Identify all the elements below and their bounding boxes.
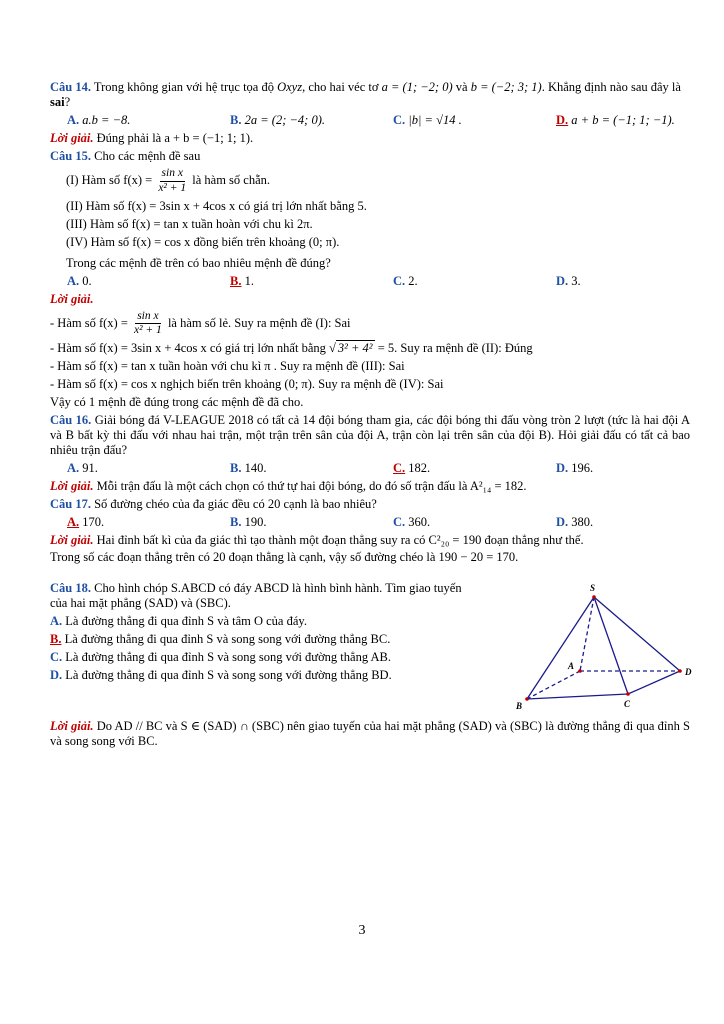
- q14-vector-b: b = (−2; 3; 1): [470, 80, 542, 94]
- q16-solution-text: Mỗi trận đấu là một cách chọn có thứ tự hai đội bóng, do đó số trận đấu là A²₁₄ = 182.: [93, 479, 527, 494]
- solution-label: Lời giải.: [50, 131, 94, 145]
- q16-option-a[interactable]: [67, 461, 230, 476]
- option-text: Là đường thẳng đi qua đỉnh S và song song với đường thẳng AB.: [62, 650, 392, 665]
- option-label: A.: [50, 614, 63, 629]
- q17-solution-text: Hai đỉnh bất kì của đa giác thì tạo thành một đoạn thẳng suy ra có C²₂₀ = 190 đoạn thẳng như thế.: [93, 533, 584, 548]
- question-15-options: [50, 274, 690, 289]
- q15-statement-2: (II) Hàm số f(x) = 3sin x + 4cos x có giá trị lớn nhất bằng 5.: [66, 198, 367, 213]
- option-label: B.: [230, 273, 242, 288]
- option-label: A.: [67, 515, 80, 530]
- option-text: |b| = √14 .: [408, 113, 462, 127]
- option-label: B.: [230, 461, 242, 476]
- q16-stem: Giải bóng đá V-LEAGUE 2018 có tất cả 14 đội bóng tham gia, các đội bóng thi đấu vòng tròn 2 lượt (tức là hai đội A và B bất kỳ thi đấu với nhau hai trận, một trận trên sân của đội A, trận còn lại trên sân của đội B). Hỏi giải đấu có tất cả bao nhiêu trận đấu?: [50, 413, 691, 458]
- question-17-label: Câu 17.: [50, 497, 91, 512]
- q15-ask: Trong các mệnh đề trên có bao nhiêu mệnh đề đúng?: [66, 255, 331, 270]
- sol2-pre: - Hàm số f(x) = 3sin x + 4cos x có giá trị lớn nhất bằng: [50, 341, 329, 356]
- option-label: D.: [50, 668, 63, 683]
- q14-option-a[interactable]: [67, 113, 230, 128]
- label-c: C: [624, 699, 631, 710]
- question-16: [50, 413, 690, 494]
- s1-pre: (I) Hàm số f(x) =: [66, 173, 156, 188]
- question-16-label: Câu 16.: [50, 413, 92, 428]
- option-text: Là đường thẳng đi qua đỉnh S và tâm O của đáy.: [62, 614, 307, 629]
- option-text: Là đường thẳng đi qua đỉnh S và song song với đường thẳng BC.: [61, 632, 391, 647]
- option-label: C.: [393, 273, 406, 288]
- q14-qm: ?: [64, 95, 71, 109]
- q15-sol-3: - Hàm số f(x) = tan x tuần hoàn với chu kì π . Suy ra mệnh đề (III): Sai: [50, 359, 405, 374]
- q14-text3: . Khẳng định nào sau đây là: [541, 80, 681, 94]
- q14-solution: [50, 131, 690, 146]
- edge-bc: [527, 694, 628, 699]
- page-number: 3: [358, 923, 366, 938]
- sol2-post: = 5. Suy ra mệnh đề (II): Đúng: [374, 341, 533, 356]
- q16-option-c[interactable]: [393, 461, 556, 476]
- numerator: sin x: [160, 167, 185, 182]
- q14-option-b[interactable]: [230, 113, 393, 128]
- label-s: S: [590, 583, 596, 594]
- option-text: 170.: [79, 515, 105, 530]
- edge-ab: [527, 671, 580, 699]
- q15-sol-2: [50, 341, 690, 356]
- q14-and: và: [452, 80, 471, 94]
- q18-option-c[interactable]: [50, 650, 470, 665]
- solution-label: Lời giải.: [50, 291, 94, 306]
- label-b: B: [516, 701, 523, 712]
- q18-option-d[interactable]: [50, 668, 470, 683]
- option-label: B.: [50, 632, 62, 647]
- question-15-label: Câu 15.: [50, 149, 91, 163]
- option-label: C.: [393, 461, 406, 476]
- option-label: A.: [67, 273, 80, 288]
- vertex-a: [578, 669, 582, 673]
- s1-post: là hàm số chẵn.: [189, 173, 271, 188]
- sol2-sqrt: 3² + 4²: [337, 341, 373, 356]
- label-a: A: [568, 661, 575, 672]
- q14-option-c[interactable]: [393, 113, 556, 128]
- option-text: 91.: [79, 461, 98, 476]
- q18-solution-text: Do AD // BC và S ∈ (SAD) ∩ (SBC) nên giao tuyến của hai mặt phẳng (SAD) và (SBC) là đường thẳng đi qua đỉnh S và song song với BC.: [50, 719, 690, 749]
- q14-text2: , cho hai véc tơ: [302, 80, 382, 94]
- option-label: D.: [556, 273, 569, 288]
- option-text: 3.: [568, 273, 581, 288]
- q15-option-c[interactable]: [393, 274, 556, 289]
- option-label: D.: [556, 113, 569, 127]
- q18-stem: Cho hình chóp S.ABCD có đáy ABCD là hình bình hành. Tìm giao tuyến của hai mặt phẳng (SAD) và (SBC).: [50, 581, 462, 611]
- option-text: Là đường thẳng đi qua đỉnh S và song song với đường thẳng BD.: [62, 668, 392, 683]
- q14-solution-text: Đúng phải là a + b = (−1; 1; 1).: [93, 131, 254, 145]
- q15-sol-4: - Hàm số f(x) = cos x nghịch biến trên khoảng (0; π). Suy ra mệnh đề (IV): Sai: [50, 377, 444, 392]
- denominator: x² + 1: [158, 181, 187, 194]
- option-text: 360.: [405, 515, 431, 530]
- q15-option-d[interactable]: [556, 274, 706, 289]
- question-14-stem: [50, 80, 690, 110]
- q18-solution: [50, 719, 690, 749]
- q15-statement-3: (III) Hàm số f(x) = tan x tuần hoàn với chu kì 2π.: [66, 216, 313, 231]
- sqrt-symbol: √: [329, 341, 336, 356]
- q15-option-a[interactable]: [67, 274, 230, 289]
- option-text: 140.: [241, 461, 267, 476]
- option-label: B.: [230, 515, 242, 530]
- option-label: A.: [67, 113, 80, 127]
- question-14-label: Câu 14.: [50, 80, 91, 94]
- option-label: C.: [393, 113, 406, 127]
- option-text: 196.: [568, 461, 594, 476]
- vertex-b: [525, 697, 529, 701]
- pyramid-figure: [510, 581, 710, 711]
- q15-statement-1: [50, 167, 690, 196]
- option-text: a.b = −8.: [82, 113, 131, 127]
- q15-statement-4: (IV) Hàm số f(x) = cos x đồng biến trên khoảng (0; π).: [66, 234, 340, 249]
- option-text: 380.: [568, 515, 594, 530]
- page-content: [50, 78, 690, 751]
- q18-option-b[interactable]: [50, 632, 470, 647]
- option-text: 0.: [79, 273, 92, 288]
- s1-fraction: [158, 167, 186, 196]
- question-14: [50, 80, 690, 146]
- q17-option-d[interactable]: [556, 515, 706, 530]
- q14-bold: sai: [50, 95, 65, 109]
- q15-sol-1: [50, 310, 690, 339]
- sol1-post: là hàm số lẻ. Suy ra mệnh đề (I): Sai: [164, 315, 351, 330]
- q14-text1: Trong không gian với hệ trục tọa độ: [90, 80, 278, 94]
- q14-vector-a: a = (1; −2; 0): [381, 80, 453, 94]
- option-label: A.: [67, 461, 80, 476]
- label-d: D: [685, 667, 692, 678]
- option-text: 1.: [241, 273, 254, 288]
- vertex-c: [626, 692, 630, 696]
- q15-option-b[interactable]: [230, 274, 393, 289]
- q15-stem: Cho các mệnh đề sau: [90, 149, 201, 163]
- sol1-fraction: [134, 310, 162, 339]
- option-text: 190.: [241, 515, 267, 530]
- q16-option-b[interactable]: [230, 461, 393, 476]
- q17-stem: Số đường chéo của đa giác đều có 20 cạnh là bao nhiêu?: [90, 497, 377, 512]
- q17-option-b[interactable]: [230, 515, 393, 530]
- question-14-options: [50, 113, 690, 128]
- option-label: C.: [393, 515, 406, 530]
- q16-option-d[interactable]: [556, 461, 706, 476]
- question-16-options: [50, 461, 690, 476]
- denominator: x² + 1: [134, 324, 162, 337]
- q17-solution-text-2: Trong số các đoạn thẳng trên có 20 đoạn thẳng là cạnh, vậy số đường chéo là 190 − 20 = 170.: [50, 550, 519, 565]
- sol1-pre: - Hàm số f(x) =: [50, 315, 131, 330]
- q17-option-a[interactable]: [67, 515, 230, 530]
- solution-label: Lời giải.: [50, 533, 94, 548]
- q17-option-c[interactable]: [393, 515, 556, 530]
- q14-option-d[interactable]: [556, 113, 706, 128]
- q18-option-a[interactable]: [50, 614, 470, 629]
- question-17: [50, 497, 690, 565]
- question-15: [50, 149, 690, 410]
- option-label: B.: [230, 113, 242, 127]
- solution-label: Lời giải.: [50, 719, 94, 734]
- vertex-s: [592, 595, 596, 599]
- numerator: sin x: [135, 310, 160, 325]
- question-18-label: Câu 18.: [50, 581, 91, 596]
- option-text: 182.: [405, 461, 431, 476]
- question-17-options: [50, 515, 690, 530]
- vertex-d: [678, 669, 682, 673]
- option-label: C.: [50, 650, 63, 665]
- q14-sys: Oxyz: [277, 80, 303, 94]
- question-18: [50, 581, 690, 749]
- option-label: D.: [556, 461, 569, 476]
- edge-cd: [628, 671, 680, 694]
- option-label: D.: [556, 515, 569, 530]
- option-text: 2a = (2; −4; 0).: [244, 113, 325, 127]
- q15-sol-5: Vậy có 1 mệnh đề đúng trong các mệnh đề đã cho.: [50, 395, 304, 410]
- option-text: 2.: [405, 273, 418, 288]
- solution-label: Lời giải.: [50, 479, 94, 494]
- option-text: a + b = (−1; 1; −1).: [571, 113, 675, 127]
